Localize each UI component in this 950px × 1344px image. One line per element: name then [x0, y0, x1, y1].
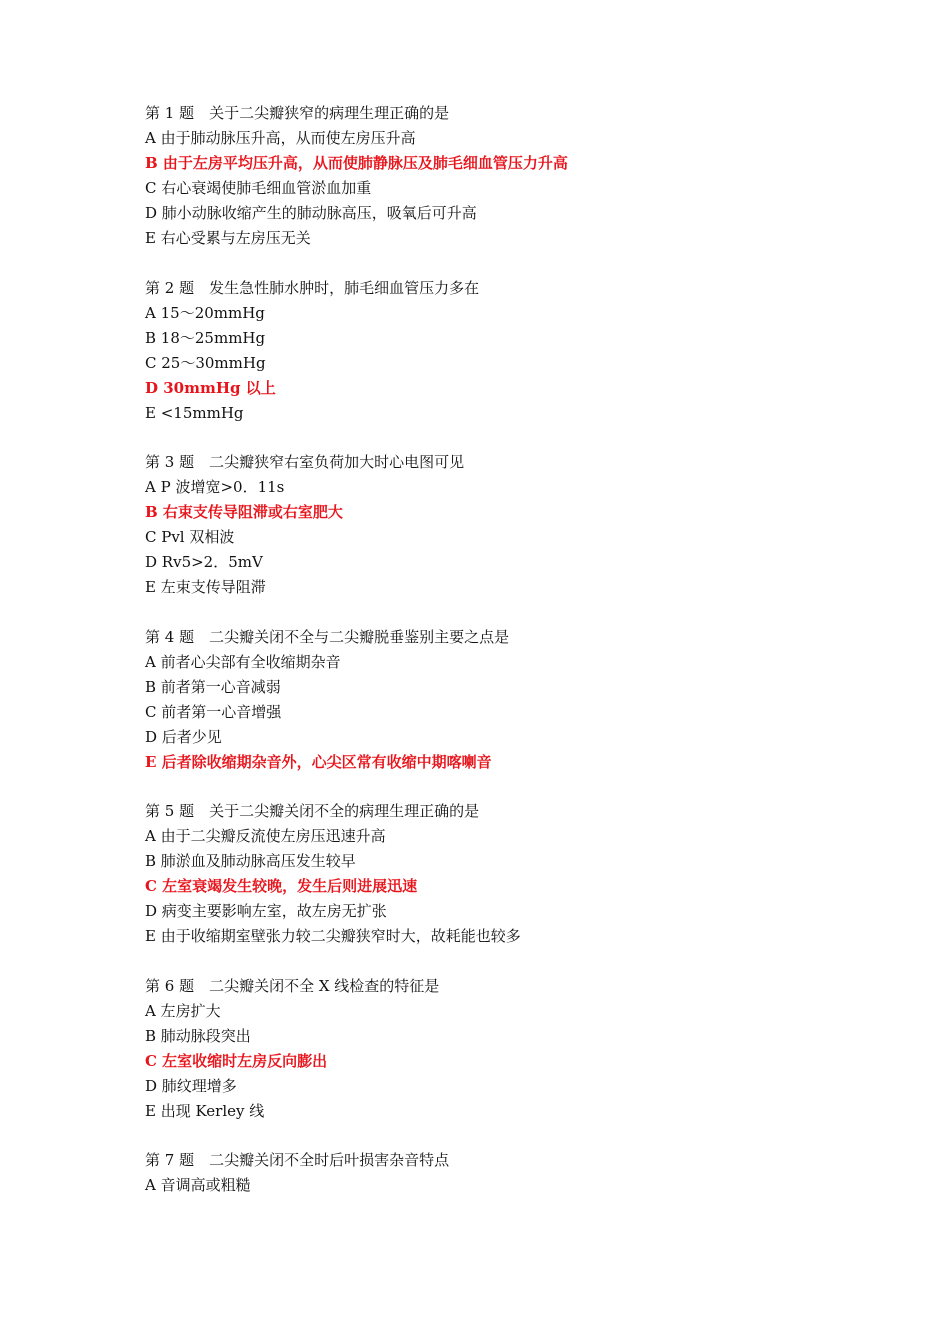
answer-option: D 病变主要影响左室，故左房无扩张 [145, 902, 387, 920]
answer-option: C 25～30mmHg [145, 353, 266, 372]
answer-option: A 前者心尖部有全收缩期杂音 [145, 652, 341, 671]
question-block [145, 974, 905, 1124]
question-title: 第 7 题 二尖瓣关闭不全时后叶损害杂音特点 [145, 1151, 450, 1169]
correct-answer-option: C 左室衰竭发生较晚，发生后则进展迅速 [145, 877, 418, 895]
answer-option: E <15mmHg [145, 403, 244, 422]
question-title: 第 4 题 二尖瓣关闭不全与二尖瓣脱垂鉴别主要之点是 [145, 627, 510, 646]
question-block [145, 625, 905, 775]
answer-option: B 肺动脉段突出 [145, 1026, 251, 1045]
answer-option: E 左束支传导阻滞 [145, 578, 266, 596]
answer-option: E 由于收缩期室壁张力较二尖瓣狭窄时大，故耗能也较多 [145, 927, 521, 945]
correct-answer-option: B 右束支传导阻滞或右室肥大 [145, 503, 343, 521]
question-block [145, 450, 905, 600]
question-block [145, 1148, 905, 1198]
correct-answer-option: C 左室收缩时左房反向膨出 [145, 1051, 328, 1070]
answer-option: C 前者第一心音增强 [145, 702, 282, 721]
correct-answer-option: E 后者除收缩期杂音外，心尖区常有收缩中期喀喇音 [145, 752, 492, 771]
document-page [145, 101, 905, 1223]
answer-option: A P 波增宽>0．11s [145, 478, 285, 496]
question-block [145, 799, 905, 949]
answer-option: C 右心衰竭使肺毛细血管淤血加重 [145, 179, 372, 197]
question-title: 第 5 题 关于二尖瓣关闭不全的病理生理正确的是 [145, 802, 480, 820]
answer-option: A 由于二尖瓣反流使左房压迅速升高 [145, 827, 386, 845]
answer-option: A 音调高或粗糙 [145, 1176, 251, 1194]
answer-option: B 前者第一心音减弱 [145, 677, 281, 696]
question-title: 第 6 题 二尖瓣关闭不全 X 线检查的特征是 [145, 976, 440, 995]
answer-option: B 18～25mmHg [145, 328, 266, 347]
question-title: 第 1 题 关于二尖瓣狭窄的病理生理正确的是 [145, 104, 450, 122]
answer-option: C Pvl 双相波 [145, 528, 235, 546]
question-block [145, 101, 905, 251]
correct-answer-option: B 由于左房平均压升高，从而使肺静脉压及肺毛细血管压力升高 [145, 154, 568, 172]
answer-option: A 由于肺动脉压升高，从而使左房压升高 [145, 129, 416, 147]
answer-option: A 15～20mmHg [145, 303, 265, 322]
answer-option: B 肺淤血及肺动脉高压发生较早 [145, 852, 356, 870]
answer-option: D 肺小动脉收缩产生的肺动脉高压，吸氧后可升高 [145, 204, 477, 222]
answer-option: E 出现 Kerley 线 [145, 1101, 265, 1120]
question-title: 第 2 题 发生急性肺水肿时，肺毛细血管压力多在 [145, 278, 480, 297]
answer-option: A 左房扩大 [145, 1001, 221, 1020]
correct-answer-option: D 30mmHg 以上 [145, 378, 276, 397]
question-title: 第 3 题 二尖瓣狭窄右室负荷加大时心电图可见 [145, 453, 465, 471]
answer-option: D 后者少见 [145, 727, 222, 746]
answer-option: D 肺纹理增多 [145, 1076, 237, 1095]
answer-option: E 右心受累与左房压无关 [145, 229, 311, 247]
question-block [145, 276, 905, 426]
answer-option: D Rv5>2．5mV [145, 553, 263, 571]
